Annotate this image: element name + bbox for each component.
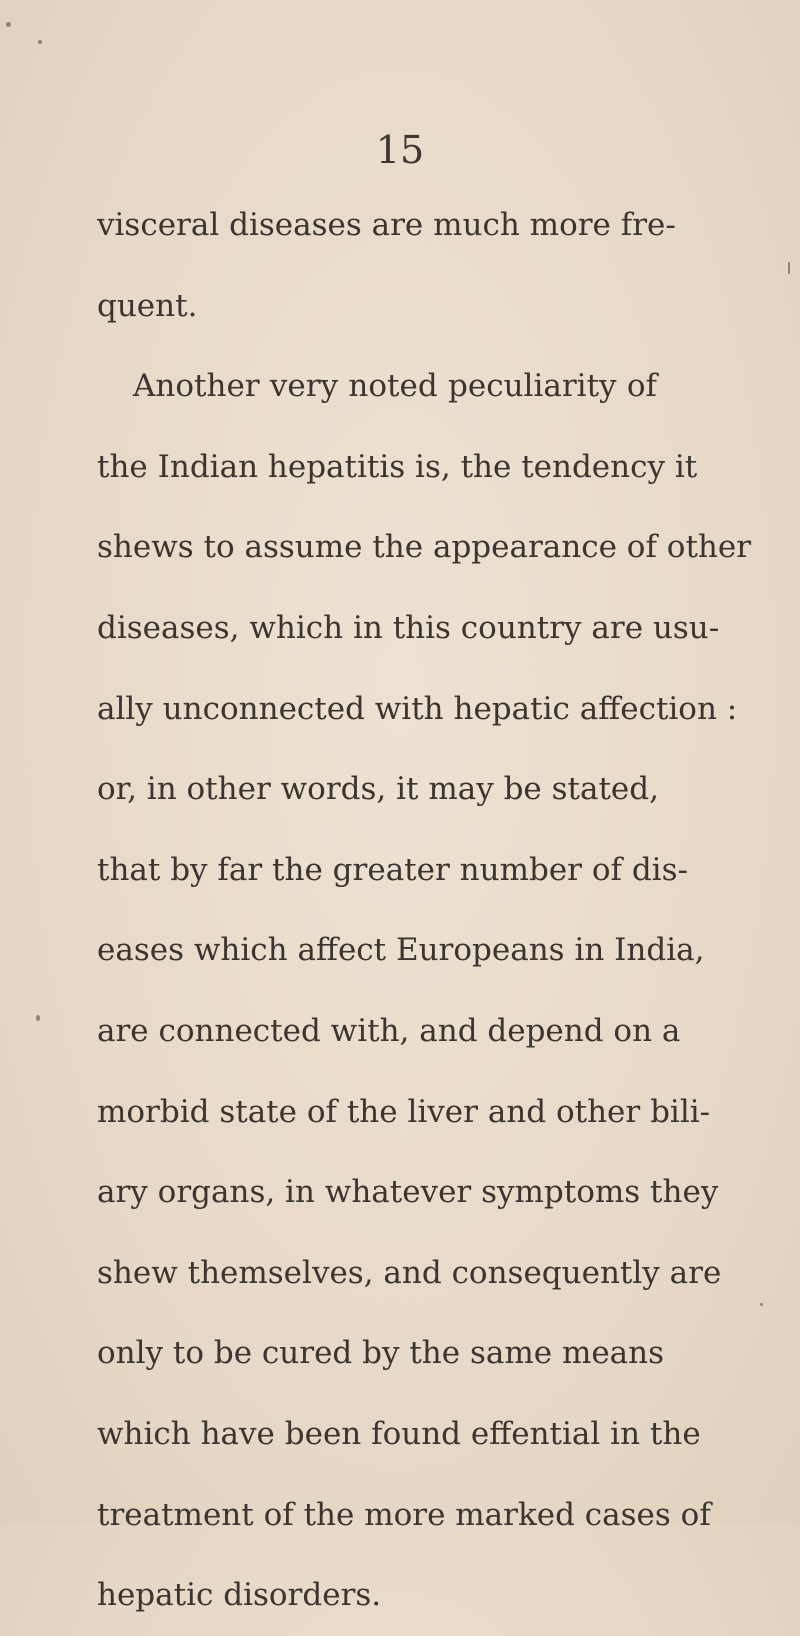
text-line: hepatic disorders. xyxy=(97,1577,382,1614)
page-number: 15 xyxy=(375,128,425,172)
paper-speck xyxy=(788,262,790,274)
text-line: shew themselves, and consequently are xyxy=(97,1254,722,1291)
text-line: ary organs, in whatever symptoms they xyxy=(97,1174,719,1211)
text-line: Another very noted peculiarity of xyxy=(133,368,657,405)
paper-speck xyxy=(6,22,11,27)
text-line: or, in other words, it may be stated, xyxy=(97,771,659,808)
text-line: eases which affect Europeans in India, xyxy=(97,932,705,969)
paper-speck xyxy=(760,1303,763,1306)
text-line: are connected with, and depend on a xyxy=(97,1012,681,1049)
text-line: shews to assume the appearance of other xyxy=(97,529,752,566)
body-text xyxy=(97,185,752,1636)
paper-speck xyxy=(36,1015,40,1021)
text-line: quent. xyxy=(97,287,198,324)
text-line: ally unconnected with hepatic affection : xyxy=(97,690,738,727)
text-line: which have been found effential in the xyxy=(97,1415,701,1452)
text-line: treatment of the more marked cases of xyxy=(97,1496,711,1533)
text-line: that by far the greater number of dis- xyxy=(97,851,688,888)
text-line: morbid state of the liver and other bili- xyxy=(97,1093,711,1130)
text-line: only to be cured by the same means xyxy=(97,1335,665,1372)
text-line: the Indian hepatitis is, the tendency it xyxy=(97,448,698,485)
text-line: visceral diseases are much more fre- xyxy=(97,207,676,243)
text-line: diseases, which in this country are usu- xyxy=(97,609,720,646)
paper-speck xyxy=(38,40,42,44)
